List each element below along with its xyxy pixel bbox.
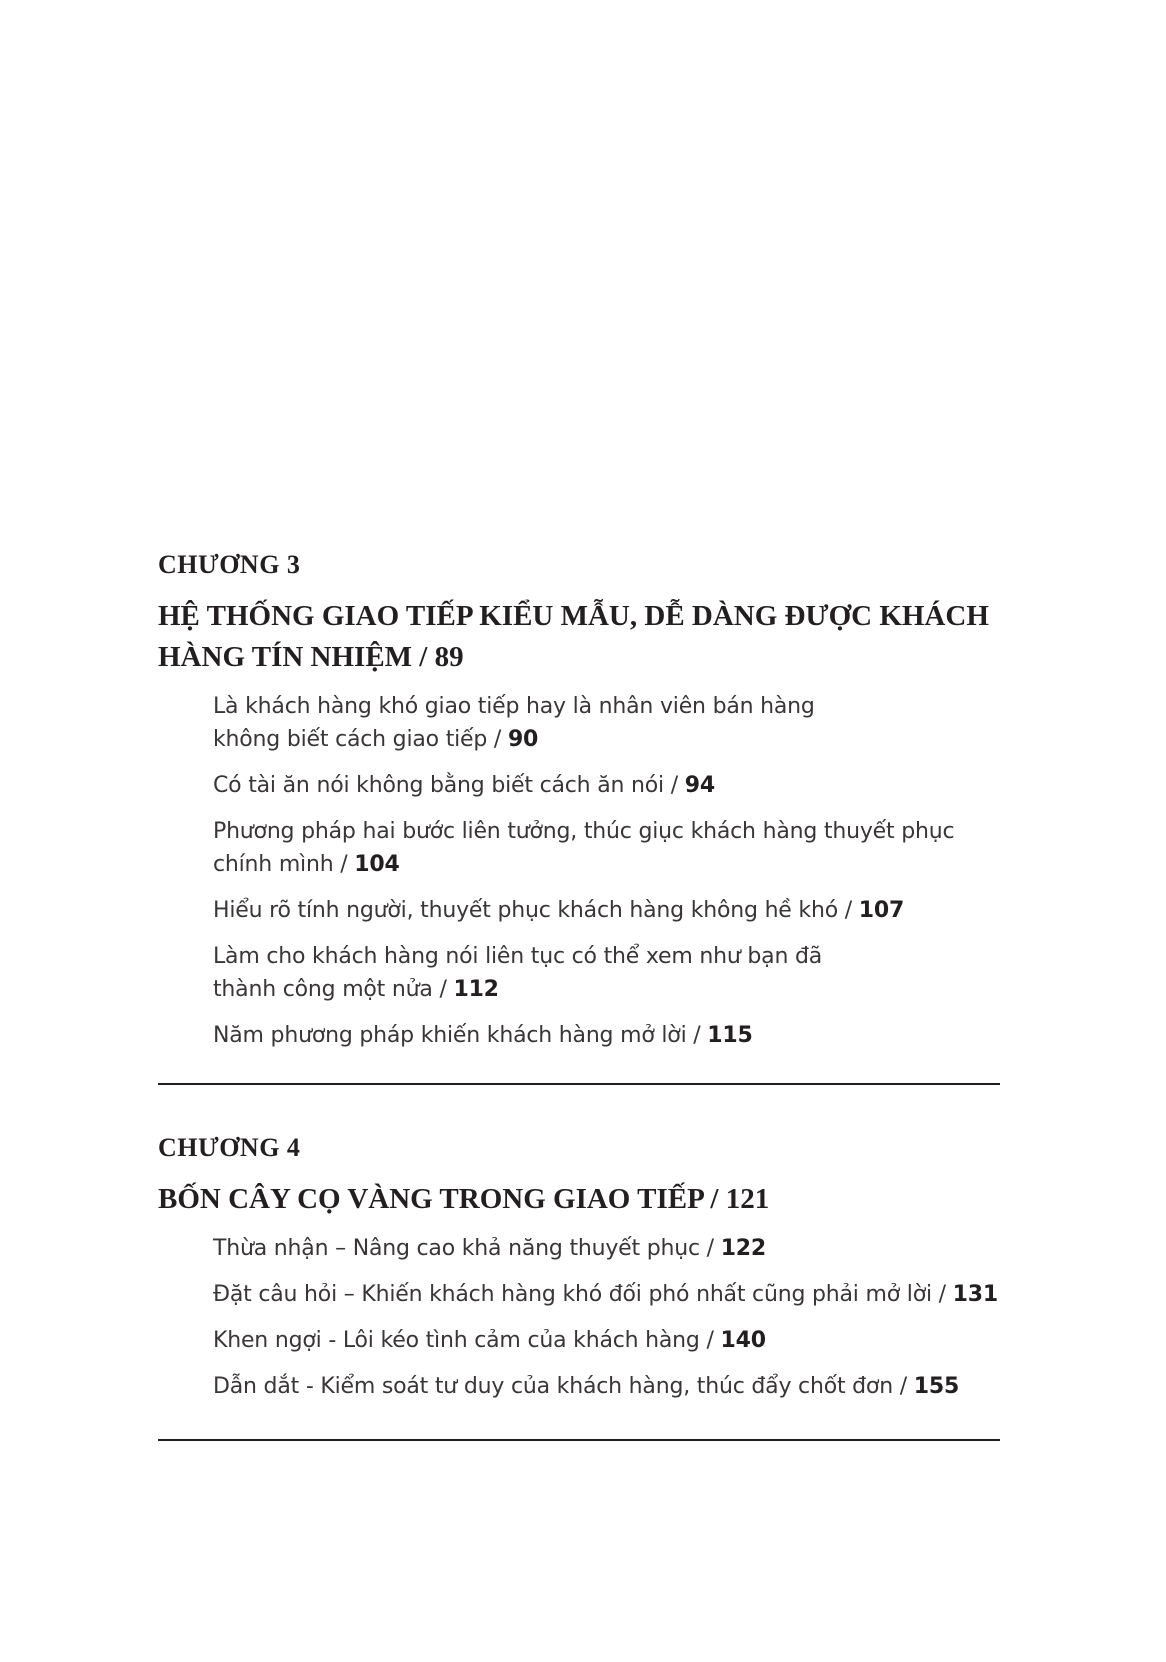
- chapter-label: CHƯƠNG 3: [158, 550, 301, 579]
- page-number: 115: [707, 1023, 753, 1048]
- entry-text: Năm phương pháp khiến khách hàng mở lời /: [213, 1023, 708, 1048]
- entry-text-line: [213, 848, 998, 881]
- entry-text: Phương pháp hai bước liên tưởng, thúc giục khách hàng thuyết phục: [213, 819, 955, 844]
- chapter-label: CHƯƠNG 4: [158, 1133, 301, 1162]
- entry-text: Hiểu rõ tính người, thuyết phục khách hàng không hề khó /: [213, 898, 859, 923]
- entry-text: Dẫn dắt - Kiểm soát tư duy của khách hàng, thúc đẩy chốt đơn /: [213, 1374, 914, 1399]
- chapter-3-section: [158, 552, 998, 1065]
- chapter-title[interactable]: [158, 596, 998, 678]
- toc-entry-list: [158, 1232, 998, 1403]
- chapter-title[interactable]: [158, 1179, 998, 1220]
- page-number: 112: [453, 977, 499, 1002]
- entry-text: Làm cho khách hàng nói liên tục có thể xem như bạn đã: [213, 944, 823, 969]
- page-number: 122: [720, 1236, 767, 1261]
- entry-text-line: [213, 973, 998, 1006]
- entry-text-line: [213, 894, 998, 927]
- page-number: 140: [720, 1328, 766, 1353]
- chapter-divider: [158, 1439, 1000, 1441]
- entry-text-line: [213, 1370, 998, 1403]
- page-number: 94: [684, 773, 715, 798]
- toc-entry[interactable]: [213, 1019, 998, 1052]
- entry-text: thành công một nửa /: [213, 977, 454, 1002]
- page-number: 107: [858, 898, 905, 923]
- page-number: 104: [354, 852, 400, 877]
- toc-entry[interactable]: [213, 894, 998, 927]
- entry-text: Thừa nhận – Nâng cao khả năng thuyết phục /: [213, 1236, 721, 1261]
- page-number: 155: [913, 1374, 960, 1399]
- toc-entry[interactable]: [213, 690, 998, 756]
- entry-text: Là khách hàng khó giao tiếp hay là nhân viên bán hàng: [213, 694, 815, 719]
- entry-text: Đặt câu hỏi – Khiến khách hàng khó đối phó nhất cũng phải mở lời /: [213, 1282, 953, 1307]
- chapter-title-line: HỆ THỐNG GIAO TIẾP KIỂU MẪU, DỄ DÀNG ĐƯỢC KHÁCH: [158, 600, 989, 632]
- toc-entry[interactable]: [213, 1278, 998, 1311]
- toc-entry[interactable]: [213, 815, 998, 881]
- chapter-4-section: [158, 1135, 998, 1416]
- toc-entry[interactable]: [213, 769, 998, 802]
- toc-entry[interactable]: [213, 1232, 998, 1265]
- entry-text-line: [213, 1324, 998, 1357]
- entry-text-line: [213, 1278, 998, 1311]
- entry-text: không biết cách giao tiếp /: [213, 727, 508, 752]
- entry-text-line: [213, 723, 998, 756]
- toc-entry[interactable]: [213, 1370, 998, 1403]
- toc-entry[interactable]: [213, 1324, 998, 1357]
- entry-text: Khen ngợi - Lôi kéo tình cảm của khách hàng /: [213, 1328, 721, 1353]
- toc-entry-list: [158, 690, 998, 1052]
- page-number: 131: [952, 1282, 998, 1307]
- chapter-title-line: BỐN CÂY CỌ VÀNG TRONG GIAO TIẾP / 121: [158, 1183, 770, 1215]
- page-number: 90: [507, 727, 539, 752]
- toc-entry[interactable]: [213, 940, 998, 1006]
- entry-text-line: [213, 769, 998, 802]
- chapter-title-line: HÀNG TÍN NHIỆM / 89: [158, 641, 464, 673]
- entry-text: chính mình /: [213, 852, 355, 877]
- chapter-divider: [158, 1083, 1000, 1085]
- entry-text: Có tài ăn nói không bằng biết cách ăn nói /: [213, 773, 685, 798]
- entry-text-line: [213, 1019, 998, 1052]
- entry-text-line: [213, 1232, 998, 1265]
